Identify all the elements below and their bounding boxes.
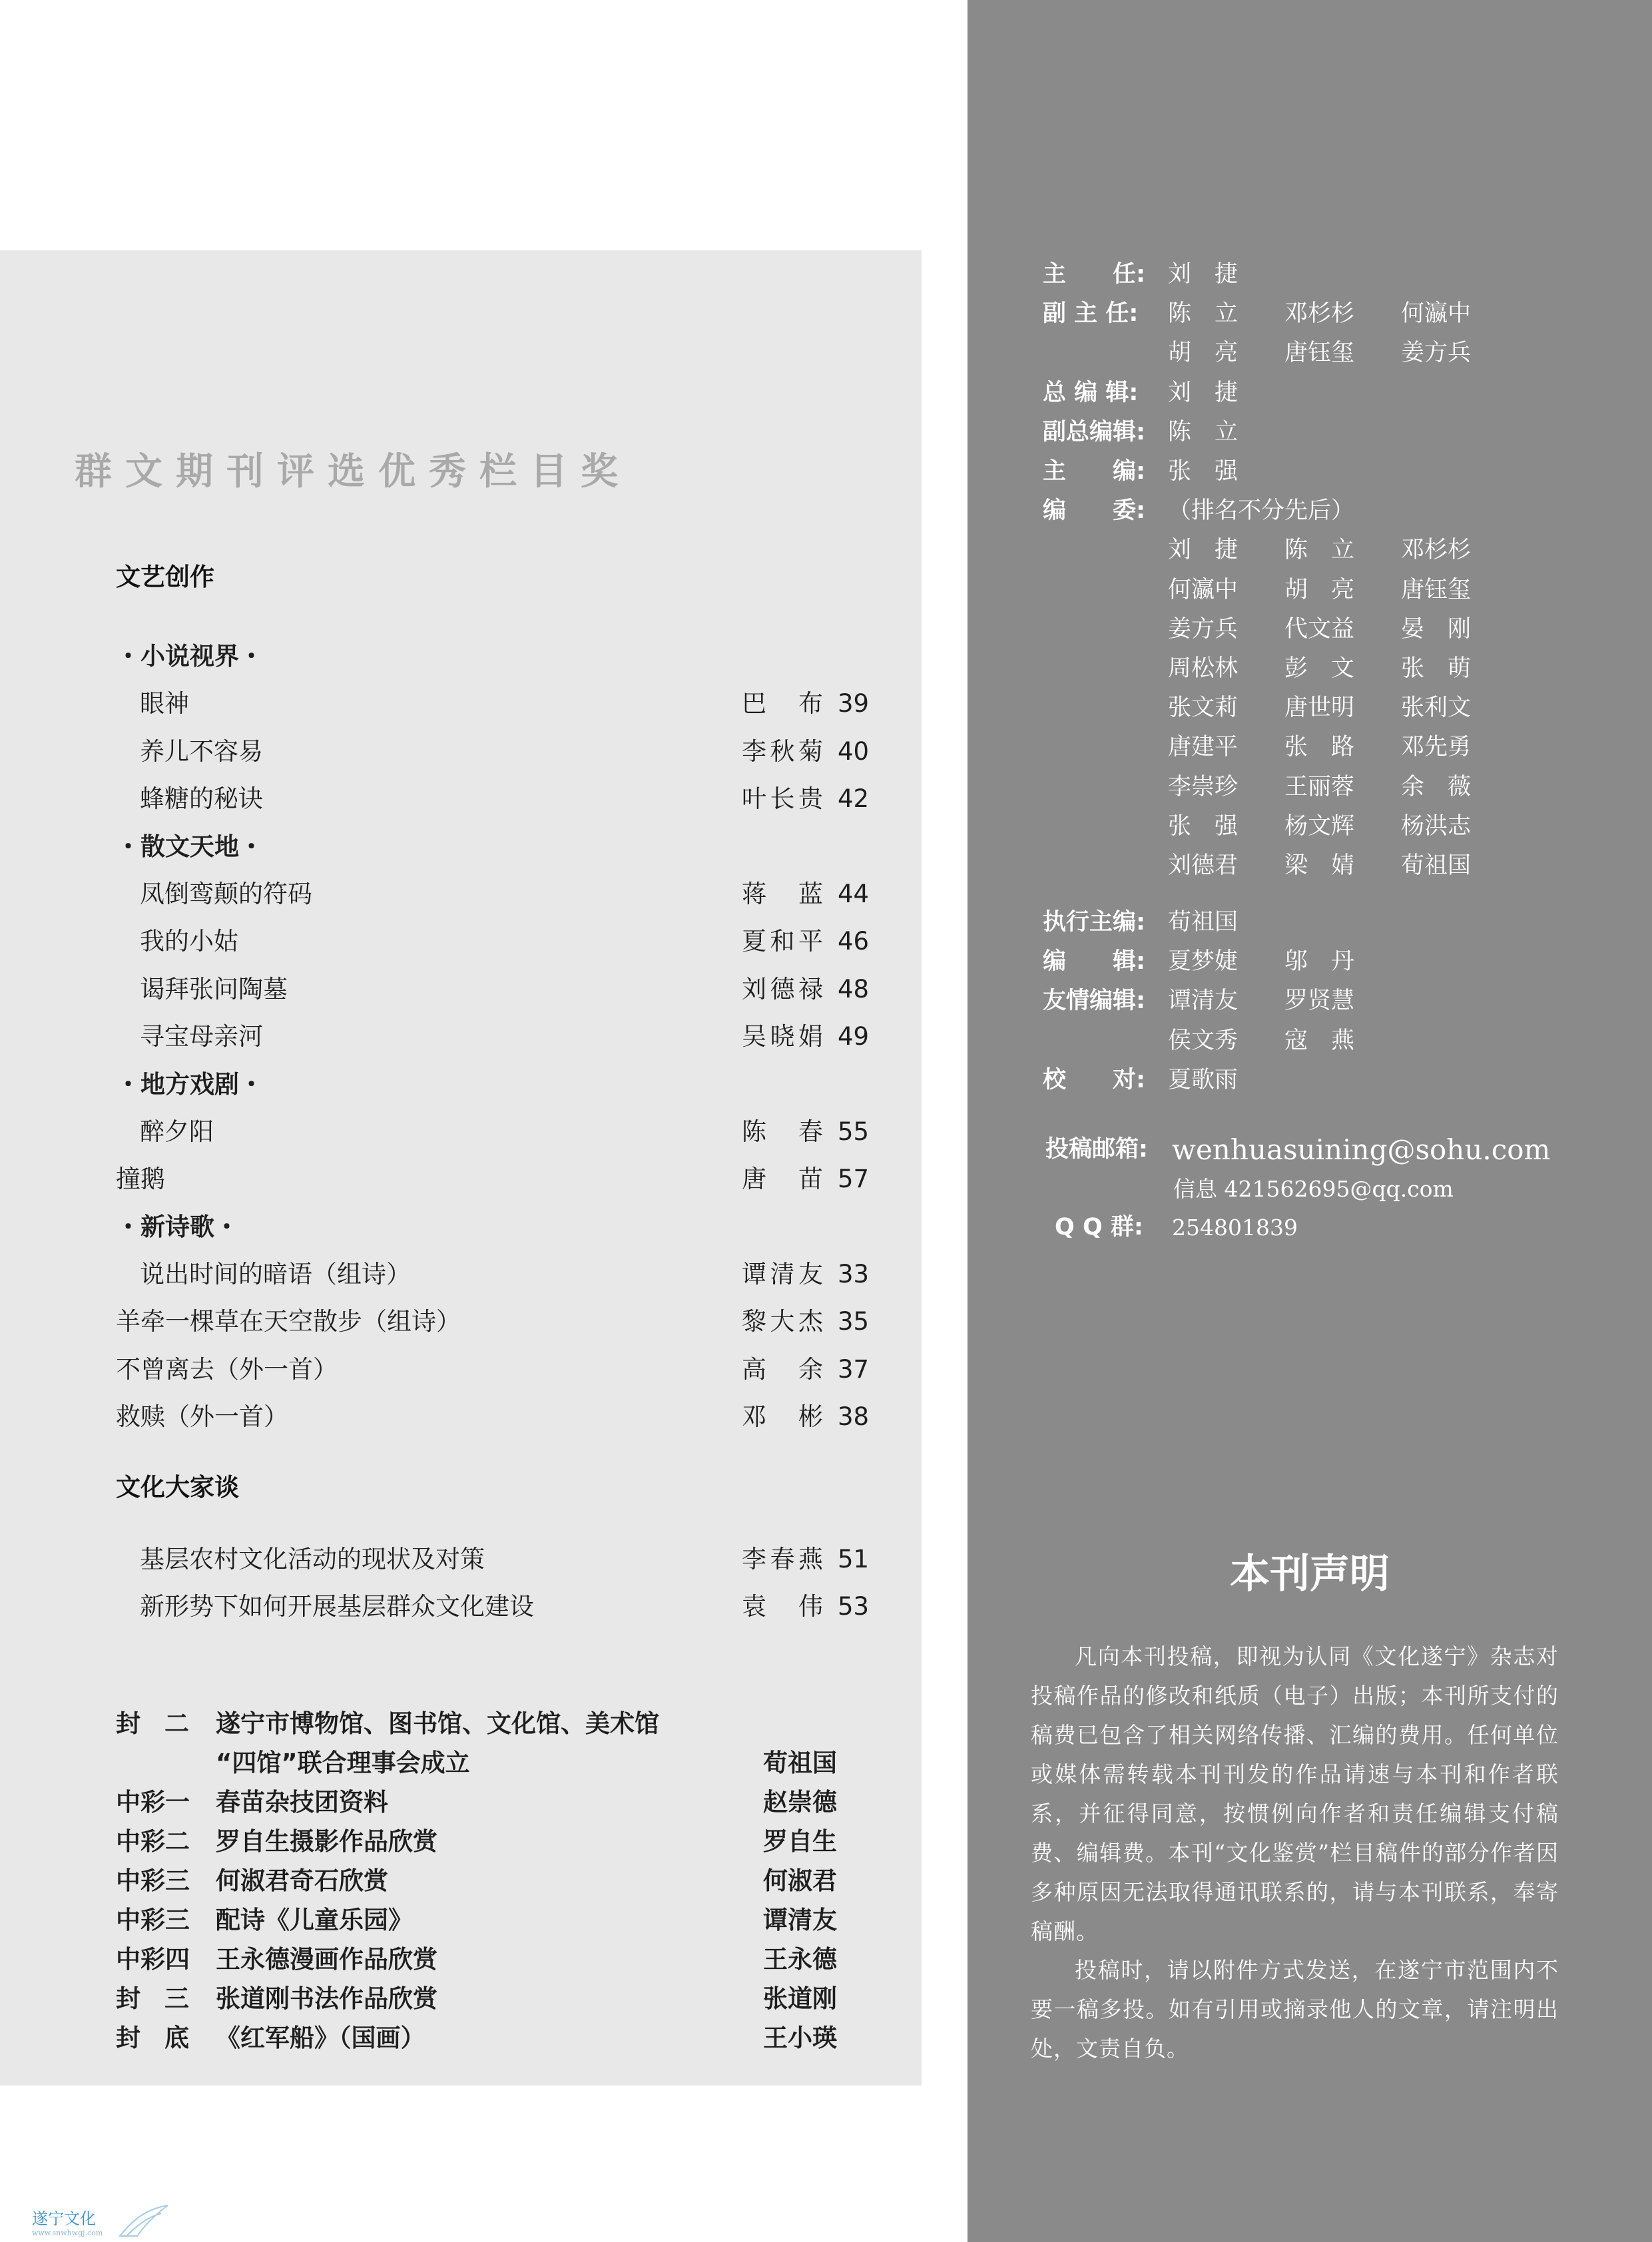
plate-credit: 王永德 (763, 1945, 837, 1974)
toc-item-title: ・地方戏剧・ (116, 1069, 264, 1099)
toc-item-title: 基层农村文化活动的现状及对策 (140, 1545, 485, 1573)
staff-names: 刘 捷 陈 立 邓杉杉 (1168, 537, 1472, 564)
toc-item (116, 1298, 868, 1345)
toc-item (116, 1108, 868, 1155)
staff-row (1043, 1021, 1615, 1061)
staff-names: 刘 捷 (1168, 261, 1239, 288)
toc-item (116, 966, 868, 1013)
toc-item-page: 55 (838, 1117, 870, 1146)
staff-role: 总 编 辑: (1043, 379, 1139, 406)
toc-item-page: 38 (838, 1402, 870, 1432)
staff-row (1043, 728, 1615, 767)
staff-row (1043, 571, 1615, 610)
plate-title: 张道刚书法作品欣赏 (216, 1984, 437, 2013)
plate-position: 中彩四 (116, 1945, 190, 1974)
staff-names: 夏歌雨 (1168, 1066, 1239, 1093)
staff-names: 谭清友 罗贤慧 (1168, 987, 1355, 1015)
plate-item (116, 1940, 868, 1979)
staff-names: 张文莉 唐世明 张利文 (1168, 695, 1472, 722)
toc-item-author: 袁 伟 (742, 1592, 823, 1621)
staff-row (1043, 768, 1615, 807)
toc-item-author: 黎大杰 (742, 1307, 823, 1336)
staff-names: 张 强 (1168, 458, 1239, 485)
staff-row (1043, 1061, 1615, 1100)
toc-item-page: 42 (838, 784, 870, 814)
plate-position: 封 三 (116, 1984, 189, 2013)
toc-item-page: 33 (838, 1260, 870, 1289)
staff-row (1043, 413, 1615, 452)
toc-item-author: 蒋 蓝 (742, 879, 823, 908)
plate-position: 中彩三 (116, 1866, 190, 1895)
plate-item (116, 1900, 868, 1940)
staff-names: 刘 捷 (1168, 379, 1239, 406)
toc-item (116, 870, 868, 918)
staff-row (1043, 255, 1615, 294)
staff-role: 编 辑: (1043, 948, 1145, 976)
staff-row (1043, 649, 1615, 689)
toc-item-title: ・新诗歌・ (116, 1212, 239, 1241)
toc-item-author: 巴 布 (742, 689, 823, 718)
section-heading-culture-talk: 文化大家谈 (116, 1473, 239, 1502)
plate-title: 遂宁市博物馆、图书馆、文化馆、美术馆 (216, 1709, 659, 1738)
plate-title: 王永德漫画作品欣赏 (216, 1945, 437, 1974)
toc-item-title: 我的小姑 (140, 927, 238, 956)
staff-row (1043, 334, 1615, 373)
staff-names: 侯文秀 寇 燕 (1168, 1027, 1355, 1054)
toc-item-page: 57 (838, 1165, 870, 1194)
staff-names: 李崇珍 王丽蓉 余 薇 (1168, 773, 1472, 800)
plate-item (116, 1783, 868, 1822)
staff-role: 主 编: (1043, 458, 1145, 485)
notice-paragraph-1: 凡向本刊投稿，即视为认同《文化遂宁》杂志对投稿作品的修改和纸质（电子）出版；本刊所支付的稿费已包含了相关网络传播、汇编的费用。任何单位或媒体需转载本刊刊发的作品请速与本刊和作者联系，并征得同意，按惯例向作者和责任编辑支付稿费、编辑费。本刊“文化鉴赏”栏目稿件的部分作者因多种原因无法取得通讯联系的，请与本刊联系，奉寄稿酬。 (1031, 1643, 1559, 1944)
toc-item-author: 邓 彬 (742, 1402, 823, 1432)
plate-credit: 荀祖国 (763, 1749, 837, 1777)
notice-paragraph-2: 投稿时，请以附件方式发送，在遂宁市范围内不要一稿多投。如有引用或摘录他人的文章，请注明出处，文责自负。 (1031, 1957, 1559, 2062)
toc-item-author: 吴晓娟 (742, 1022, 823, 1051)
staff-role: 执行主编: (1043, 909, 1145, 936)
staff-names: 周松林 彭 文 张 萌 (1168, 655, 1472, 682)
toc-list (116, 633, 868, 1441)
plate-item (116, 1704, 868, 1743)
staff-row (1043, 491, 1615, 531)
toc-item-title: 羊牵一棵草在天空散步（组诗） (116, 1307, 461, 1336)
plate-item (116, 2018, 868, 2058)
plate-title: 春苗杂技团资料 (216, 1788, 388, 1817)
logo-name: 遂宁文化 (32, 2209, 96, 2228)
notice-title: 本刊声明 (1230, 1551, 1390, 1597)
email-label: 投稿邮箱: (1045, 1136, 1148, 1163)
toc-column-heading (116, 1203, 868, 1251)
toc-item-author: 刘德禄 (742, 974, 823, 1003)
plate-item (116, 1861, 868, 1900)
toc-item-page: 39 (838, 689, 870, 718)
toc-item-author: 唐 苗 (742, 1165, 823, 1194)
toc-item-title: ・散文天地・ (116, 832, 264, 861)
toc-item (116, 1583, 868, 1630)
plate-position: 封 底 (116, 2024, 189, 2052)
toc-item-title: 养儿不容易 (140, 736, 263, 766)
staff-names: 姜方兵 代文益 晏 刚 (1168, 615, 1472, 643)
plate-credit: 何淑君 (763, 1866, 837, 1895)
toc-item-title: 撞鹅 (116, 1165, 165, 1194)
toc-item-page: 35 (838, 1307, 870, 1336)
staff-role: 主 任: (1043, 261, 1145, 288)
contact-qq-row (1055, 1208, 1454, 1247)
staff-row (1043, 942, 1615, 981)
plate-position: 中彩一 (116, 1788, 190, 1817)
toc-item-title: 眼神 (140, 689, 189, 718)
plate-title: 罗自生摄影作品欣赏 (216, 1827, 437, 1856)
award-banner: 群文期刊评选优秀栏目奖 (75, 449, 631, 493)
staff-row (1043, 846, 1615, 886)
toc-item-title: 谒拜张问陶墓 (140, 974, 288, 1003)
staff-names: 胡 亮 唐钰玺 姜方兵 (1168, 340, 1472, 367)
toc-item (116, 1013, 868, 1060)
toc-item (116, 1251, 868, 1298)
plate-title: 《红军船》（国画） (216, 2024, 425, 2052)
contact-email-row (1045, 1130, 1618, 1169)
staff-names: 何瀛中 胡 亮 唐钰玺 (1168, 576, 1472, 603)
plate-title: 配诗《儿童乐园》 (216, 1906, 413, 1934)
staff-names: 荀祖国 (1168, 909, 1239, 936)
toc-item (116, 1155, 868, 1203)
toc-item-author: 谭清友 (742, 1260, 823, 1289)
plate-title: “四馆”联合理事会成立 (216, 1749, 470, 1777)
staff-row (1043, 531, 1615, 570)
plate-credit: 王小瑛 (763, 2024, 837, 2052)
toc-item-title: 不曾离去（外一首） (116, 1354, 338, 1384)
staff-names: 陈 立 (1168, 418, 1239, 445)
staff-names: 唐建平 张 路 邓先勇 (1168, 734, 1472, 761)
staff-row (1043, 374, 1615, 413)
toc-item-author: 李春燕 (742, 1545, 823, 1573)
staff-row (1043, 807, 1615, 846)
plate-item (116, 1743, 868, 1783)
plate-position: 封 二 (116, 1709, 189, 1738)
toc-item-title: 说出时间的暗语（组诗） (140, 1260, 411, 1289)
toc-item (116, 1393, 868, 1440)
toc-item (116, 680, 868, 727)
qq-number: 254801839 (1172, 1215, 1298, 1241)
staff-row (1043, 294, 1615, 334)
site-logo (32, 2205, 103, 2237)
toc-column-heading (116, 633, 868, 680)
toc-item-title: 救赎（外一首） (116, 1402, 288, 1432)
toc-item (116, 728, 868, 775)
staff-names: 刘德君 梁 婧 荀祖国 (1168, 852, 1472, 879)
staff-row (1043, 689, 1615, 728)
toc-item-page: 48 (838, 974, 870, 1003)
toc-item-page: 51 (838, 1545, 870, 1573)
toc-item-title: 蜂糖的秘诀 (140, 784, 263, 814)
plate-credit: 赵崇德 (763, 1788, 837, 1817)
toc-item-author: 夏和平 (742, 927, 823, 956)
plate-item (116, 1979, 868, 2018)
logo-url: www.snwhwgj.com (32, 2229, 103, 2237)
wing-icon (117, 2203, 170, 2239)
toc-item-author: 陈 春 (742, 1117, 823, 1146)
staff-row (1043, 610, 1615, 649)
plate-credit: 张道刚 (763, 1984, 837, 2013)
toc-item-author: 叶长贵 (742, 784, 823, 814)
staff-role: 编 委: (1043, 497, 1145, 525)
staff-row (1043, 903, 1615, 942)
plate-title: 何淑君奇石欣赏 (216, 1866, 388, 1895)
toc-item-title: ・小说视界・ (116, 642, 264, 671)
toc-item-page: 49 (838, 1022, 870, 1051)
plate-position: 中彩二 (116, 1827, 190, 1856)
toc-item-page: 46 (838, 927, 870, 956)
toc-item-title: 新形势下如何开展基层群众文化建设 (140, 1592, 534, 1621)
toc-item (116, 775, 868, 822)
toc-item-author: 高 余 (742, 1354, 823, 1384)
staff-names: 张 强 杨文辉 杨洪志 (1168, 812, 1472, 840)
staff-names: 夏梦婕 邬 丹 (1168, 948, 1355, 976)
toc-column-heading (116, 1061, 868, 1108)
toc-item-page: 37 (838, 1354, 870, 1384)
staff-names: （排名不分先后） (1168, 497, 1355, 525)
plate-position: 中彩三 (116, 1906, 190, 1934)
staff-row (1043, 981, 1615, 1021)
plate-credit: 罗自生 (763, 1827, 837, 1856)
toc-item-title: 寻宝母亲河 (140, 1022, 263, 1051)
toc-item-page: 53 (838, 1592, 870, 1621)
staff-role: 副总编辑: (1043, 418, 1145, 445)
toc-item-author: 李秋菊 (742, 736, 823, 766)
toc-item (116, 1536, 868, 1583)
plates-list (116, 1704, 868, 2058)
toc-list-culture (116, 1536, 868, 1631)
toc-item-page: 44 (838, 879, 870, 908)
toc-item-title: 醉夕阳 (140, 1117, 214, 1146)
qq-label: Q Q 群: (1055, 1214, 1143, 1241)
contact-info: 信息 421562695@qq.com (1173, 1176, 1454, 1202)
toc-item (116, 1346, 868, 1393)
plate-item (116, 1822, 868, 1861)
toc-item-title: 凤倒鸾颠的符码 (140, 879, 312, 908)
staff-role: 友情编辑: (1043, 987, 1145, 1015)
staff-names: 陈 立 邓杉杉 何瀛中 (1168, 300, 1472, 328)
staff-role: 校 对: (1043, 1066, 1145, 1093)
toc-item-page: 40 (838, 736, 870, 766)
toc-column-heading (116, 823, 868, 870)
staff-role: 副 主 任: (1043, 300, 1139, 328)
toc-item (116, 918, 868, 965)
email-address[interactable]: wenhuasuining@sohu.com (1172, 1133, 1551, 1166)
staff-row (1043, 452, 1615, 491)
section-heading-literary: 文艺创作 (116, 563, 214, 591)
plate-credit: 谭清友 (763, 1906, 837, 1934)
